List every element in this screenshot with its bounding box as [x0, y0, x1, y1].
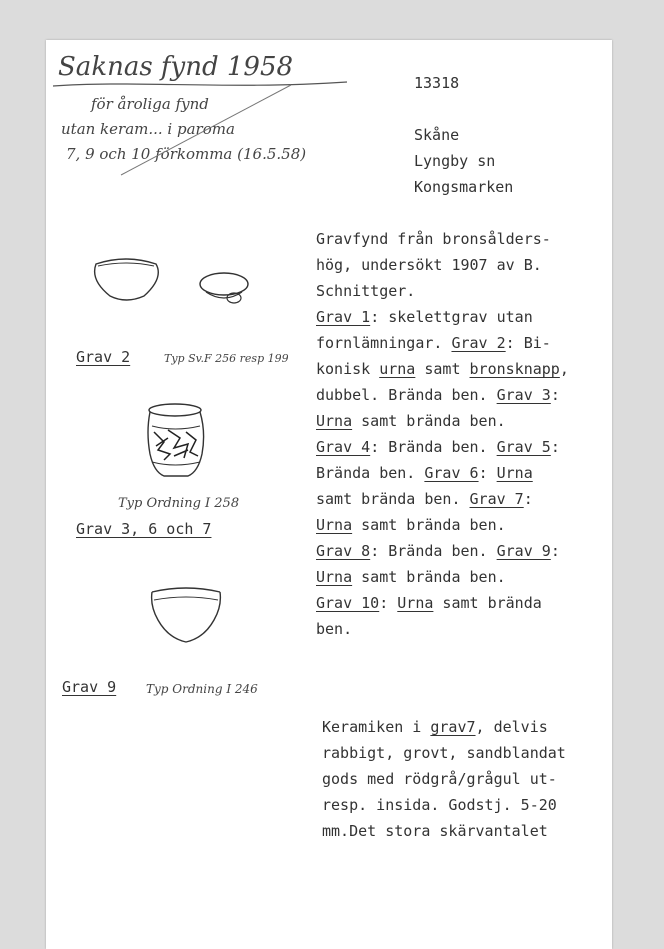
grav2-type-note: Typ Sv.F 256 resp 199 — [164, 352, 289, 365]
description-line — [316, 254, 542, 276]
description-text: samt brända — [433, 594, 542, 612]
description-text: Grav 2 — [451, 334, 506, 352]
description-line — [316, 358, 569, 380]
description-text: : Brända ben. — [370, 542, 497, 560]
handwritten-strike — [116, 80, 296, 180]
ceramic-line — [322, 794, 557, 816]
description-text: urna — [379, 360, 416, 378]
description-text: : skelettgrav utan — [370, 308, 533, 326]
handwritten-note-line3: utan keram... i paroma — [61, 120, 235, 138]
ceramic-text: gods med rödgrå/grågul ut- — [322, 770, 557, 788]
description-text: Urna — [316, 412, 353, 430]
ceramic-text: rabbigt, grovt, sandblandat — [322, 744, 566, 762]
description-text: Urna — [316, 568, 353, 586]
handwritten-note-line4: 7, 9 och 10 förkomma (16.5.58) — [66, 145, 307, 163]
parish: Lyngby sn — [414, 152, 496, 170]
description-text: samt — [415, 360, 470, 378]
ceramic-text: mm.Det stora skärvantalet — [322, 822, 548, 840]
description-text: Grav 3 — [496, 386, 551, 404]
grav2-biconical-urn-drawing — [86, 252, 166, 312]
description-text: Brända ben. — [316, 464, 425, 482]
ceramic-text: , delvis — [475, 718, 548, 736]
description-text: : — [550, 438, 560, 456]
description-text: dubbel. Brända ben. — [316, 386, 497, 404]
description-text: samt brända ben. — [352, 516, 506, 534]
description-text: : Bi- — [505, 334, 551, 352]
description-text: : — [550, 386, 560, 404]
description-line — [316, 436, 560, 458]
description-text: Urna — [316, 516, 353, 534]
description-text: samt brända ben. — [316, 490, 470, 508]
catalog-number: 13318 — [414, 74, 460, 92]
description-text: samt brända ben. — [352, 412, 506, 430]
ceramic-line — [322, 768, 557, 790]
description-text: Grav 1 — [316, 308, 371, 326]
description-text: Grav 6 — [424, 464, 479, 482]
description-text: : — [478, 464, 497, 482]
grav9-bowl-drawing — [146, 582, 226, 648]
ceramic-text: resp. insida. Godstj. 5-20 — [322, 796, 557, 814]
description-text: Grav 8 — [316, 542, 371, 560]
ceramic-text: grav7 — [430, 718, 476, 736]
grav9-type-note: Typ Ordning I 246 — [146, 682, 258, 696]
description-line — [316, 306, 533, 328]
description-text: : — [379, 594, 398, 612]
catalog-card — [46, 40, 612, 949]
grav3-type-note: Typ Ordning I 258 — [118, 496, 240, 511]
province: Skåne — [414, 126, 460, 144]
description-text: Gravfynd från bronsålders- — [316, 230, 551, 248]
description-text: ben. — [316, 620, 353, 638]
ceramic-text: Keramiken i — [322, 718, 431, 736]
description-text: Urna — [496, 464, 533, 482]
description-text: hög, undersökt 1907 av B. — [316, 256, 542, 274]
handwritten-note-line2: för åroliga fynd — [91, 95, 209, 113]
ceramic-line — [322, 742, 566, 764]
description-line — [316, 592, 542, 614]
description-text: , — [559, 360, 569, 378]
ceramic-line — [322, 820, 548, 842]
description-text: konisk — [316, 360, 380, 378]
description-line — [316, 462, 533, 484]
description-text: Grav 7 — [469, 490, 524, 508]
description-text: Grav 9 — [496, 542, 551, 560]
description-text: Urna — [397, 594, 434, 612]
grav2-bronze-button-drawing — [196, 268, 256, 310]
description-line — [316, 540, 560, 562]
description-line — [316, 384, 560, 406]
grav9-label: Grav 9 — [62, 678, 117, 696]
description-text: : — [550, 542, 560, 560]
description-line — [316, 410, 506, 432]
description-line — [316, 566, 506, 588]
description-line — [316, 228, 551, 250]
description-text: Schnittger. — [316, 282, 416, 300]
handwritten-missing-note: Saknas fynd 1958 — [58, 52, 294, 82]
description-text: : — [523, 490, 533, 508]
grav2-label: Grav 2 — [76, 348, 131, 366]
grav3-label: Grav 3, 6 och 7 — [76, 520, 212, 538]
description-text: Grav 5 — [496, 438, 551, 456]
description-text: : Brända ben. — [370, 438, 497, 456]
description-text: bronsknapp — [469, 360, 560, 378]
description-text: Grav 10 — [316, 594, 380, 612]
description-line — [316, 280, 415, 302]
description-text: samt brända ben. — [352, 568, 506, 586]
description-text: Grav 4 — [316, 438, 371, 456]
description-text: fornlämningar. — [316, 334, 452, 352]
grav3-urn-drawing — [144, 402, 206, 480]
description-line — [316, 618, 352, 640]
ceramic-line — [322, 716, 548, 738]
description-line — [316, 514, 506, 536]
description-line — [316, 332, 551, 354]
site-name: Kongsmarken — [414, 178, 514, 196]
description-line — [316, 488, 533, 510]
